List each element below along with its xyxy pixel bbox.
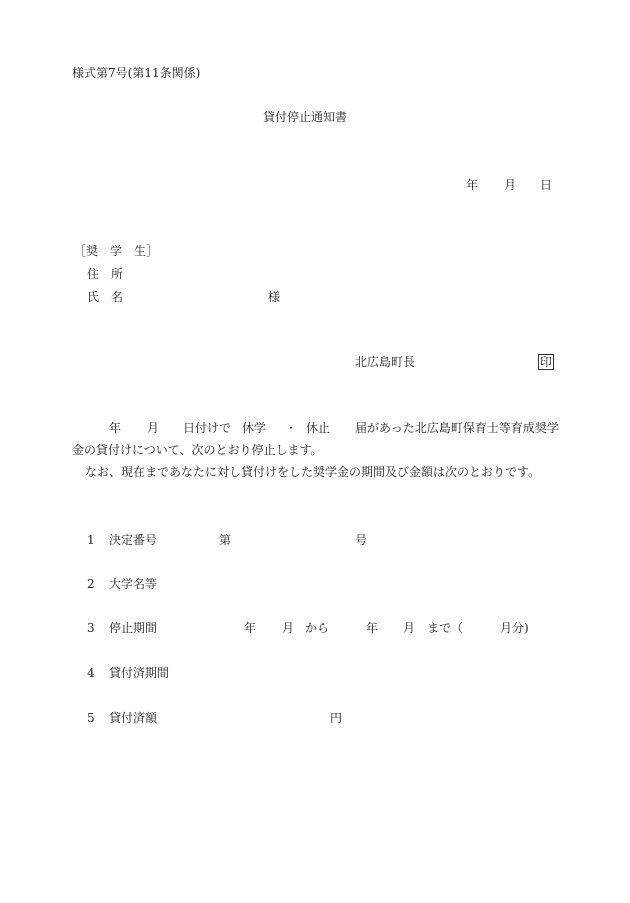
item-3-label: 停止期間 bbox=[109, 621, 158, 635]
item-5-yen: 円 bbox=[330, 711, 343, 725]
date-year: 年 bbox=[466, 178, 479, 192]
document-title: 貸付停止通知書 bbox=[263, 110, 348, 124]
item-2-number: 2 bbox=[87, 577, 95, 591]
item-3-until: まで（ bbox=[427, 621, 464, 635]
item-3-months: 月分) bbox=[500, 621, 529, 635]
body-date-part: 日付けで bbox=[183, 421, 232, 435]
item-3-from: から bbox=[305, 621, 330, 635]
date-month: 月 bbox=[504, 178, 517, 192]
item-2-label: 大学名等 bbox=[109, 577, 158, 591]
body-line2: 金の貸付けについて、次のとおり停止します。 bbox=[72, 443, 323, 457]
body-year: 年 bbox=[109, 421, 122, 435]
body-month: 月 bbox=[147, 421, 160, 435]
item-3-number: 3 bbox=[87, 621, 95, 635]
body-option-suspend: 休止 bbox=[306, 421, 331, 435]
item-1-number: 1 bbox=[87, 533, 95, 547]
body-separator: ・ bbox=[285, 421, 298, 435]
address-label: 住 所 bbox=[87, 267, 124, 281]
item-3-month-2: 月 bbox=[403, 621, 416, 635]
item-3-year-1: 年 bbox=[244, 621, 257, 635]
name-label: 氏 名 bbox=[87, 290, 124, 304]
form-number: 様式第7号(第11条関係) bbox=[72, 66, 201, 80]
body-option-leave: 休学 bbox=[242, 421, 267, 435]
item-1-label: 決定番号 bbox=[109, 533, 158, 547]
item-5-label: 貸付済額 bbox=[109, 711, 158, 725]
item-1-go: 号 bbox=[355, 533, 368, 547]
body-line3: なお、現在まであなたに対し貸付けをした奨学金の期間及び金額は次のとおりです。 bbox=[85, 465, 541, 479]
seal-mark: 印 bbox=[540, 355, 553, 369]
seal-box bbox=[532, 354, 554, 370]
item-1-dai: 第 bbox=[219, 533, 232, 547]
item-3-year-2: 年 bbox=[366, 621, 379, 635]
date-day: 日 bbox=[540, 178, 553, 192]
body-line1-rest: 届があった北広島町保育士等育成奨学 bbox=[355, 421, 559, 435]
recipient-category: ［奨 学 生］ bbox=[74, 244, 159, 258]
item-4-number: 4 bbox=[87, 666, 95, 680]
item-5-number: 5 bbox=[87, 711, 95, 725]
honorific: 様 bbox=[268, 290, 281, 304]
item-3-month-1: 月 bbox=[282, 621, 295, 635]
sender-name: 北広島町長 bbox=[355, 355, 416, 369]
item-4-label: 貸付済期間 bbox=[109, 666, 170, 680]
